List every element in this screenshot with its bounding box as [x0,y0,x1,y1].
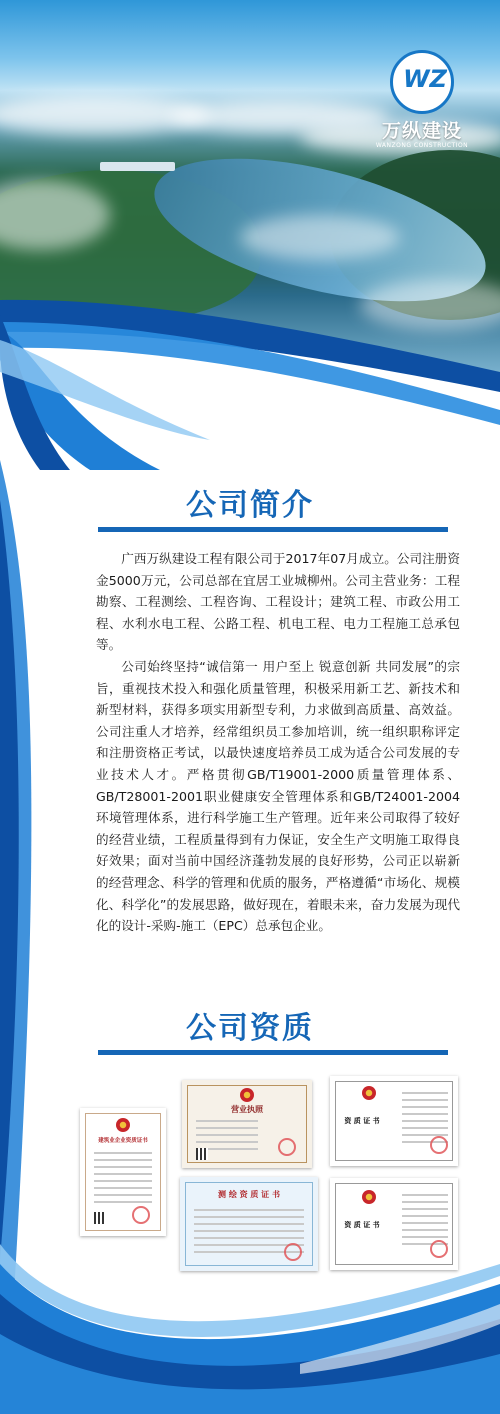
qualification-certificate-2: 资 质 证 书 [330,1178,458,1270]
business-license-certificate: 营业执照 [182,1080,312,1168]
company-intro-title: 公司简介 [186,488,314,523]
company-intro-text [96,548,460,937]
surveying-qualification-certificate: 测 绘 资 质 证 书 [180,1177,318,1271]
intro-paragraph-1: 广西万纵建设工程有限公司于2017年07月成立。公司注册资金5000万元，公司总部在宜居工业城柳州。公司主营业务：工程勘察、工程测绘、工程咨询、工程设计；建筑工程、市政公用工程、水利水电工程、公路工程、机电工程、电力工程施工总承包等。 [96,551,460,653]
logo-name: 万纵建设 [381,120,462,142]
logo-mark: WZ [403,65,447,93]
company-logo [372,50,472,160]
logo-emblem [390,50,454,114]
qualification-title-underline [98,1050,448,1055]
construction-qualification-certificate: 建筑业企业资质证书 [80,1108,166,1236]
intro-paragraph-2: 公司始终坚持“诚信第一 用户至上 锐意创新 共同发展”的宗旨，重视技术投入和强化质量管理，积极采用新工艺、新技术和新型材料，获得多项实用新型专利，力求做到高质量、高效益。公司注重人才培养，经常组织员工参加培训，统一组织职称评定和注册资格正考试，以最快速度培养员工成为适合公司发展的专业技术人才。严格贯彻GB/T19001-2000质量管理体系、GB/T28001-2001职业健康安全管理体系和GB/T24001-2004环境管理体系，进行科学施工生产管理。近年来公司取得了较好的经营业绩，工程质量得到有力保证，安全生产文明施工取得良好效果；面对当前中国经济蓬勃发展的良好形势，公司正以崭新的经营理念、科学的管理和优质的服务，严格遵循“市场化、规模化、科学化”的发展思路，做好现在，着眼未来，奋力发展为现代化的设计-采购-施工（EPC）总承包企业。 [96,658,460,934]
qualification-certificate-1: 资 质 证 书 [330,1076,458,1166]
company-qualification-title: 公司资质 [186,1011,314,1046]
intro-title-underline [98,527,448,532]
dam [100,162,175,171]
side-wave-decoration [0,460,80,1360]
logo-subtitle: WANZONG CONSTRUCTION [375,142,469,149]
